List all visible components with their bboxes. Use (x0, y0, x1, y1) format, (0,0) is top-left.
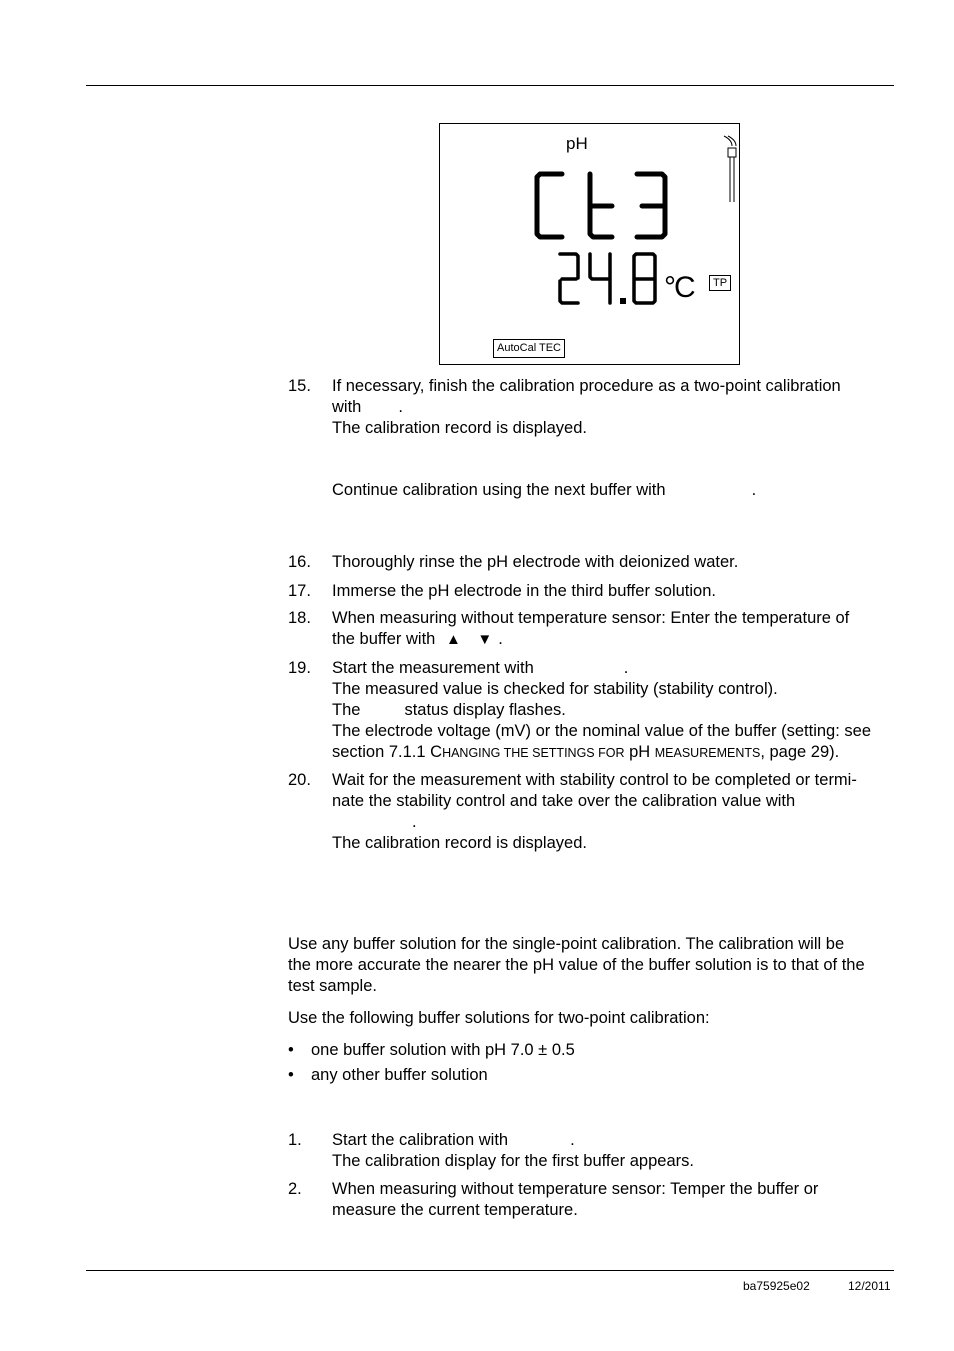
step-text (332, 1130, 898, 1172)
header-rule (86, 85, 894, 86)
up-arrow-icon: ▲ (445, 631, 461, 648)
ph-mode-label: pH (566, 134, 588, 153)
electrode-icon (724, 136, 736, 202)
step-line: The calibration record is displayed. (332, 419, 587, 437)
step-number: 19. (288, 659, 311, 677)
paragraph-line: Use any buffer solution for the single-point calibration. The calibration will be (288, 935, 845, 953)
step-text (332, 1179, 898, 1221)
step-line: Start the calibration with . (332, 1131, 575, 1149)
footer-doc-id: ba75925e02 (743, 1279, 810, 1293)
step-line: Wait for the measurement with stability control to be completed or termi- (332, 771, 857, 789)
segment-digit-8 (634, 254, 655, 303)
step-line: The calibration record is displayed. (332, 834, 587, 852)
continue-note: Continue calibration using the next buffer with . (332, 481, 757, 499)
step-number: 17. (288, 582, 311, 600)
step-number: 15. (288, 377, 311, 395)
down-arrow-icon: ▼ (477, 631, 493, 648)
step-text (332, 658, 898, 764)
step-line: . (412, 813, 417, 831)
temperature-unit: °C (664, 271, 694, 304)
step-16 (288, 552, 898, 573)
tp-badge: TP (709, 275, 731, 291)
decimal-point (620, 298, 626, 304)
step-number: 16. (288, 553, 311, 571)
step-text: Immerse the pH electrode in the third buffer solution. (332, 582, 716, 600)
step-text: Thoroughly rinse the pH electrode with deionized water. (332, 553, 739, 571)
step-line: When measuring without temperature sensor: Temper the buffer or (332, 1180, 819, 1198)
segment-digit-3 (637, 174, 665, 237)
bullet-text: any other buffer solution (311, 1066, 488, 1084)
paragraph-line: the more accurate the nearer the pH value of the buffer solution is to that of the (288, 956, 865, 974)
step-text (332, 608, 898, 650)
step-line: the buffer with ▲ ▼ . (332, 630, 503, 648)
step-number: 2. (288, 1180, 302, 1198)
step-18 (288, 608, 898, 650)
step-number: 1. (288, 1131, 302, 1149)
step-text (332, 376, 898, 439)
step-line: The measured value is checked for stability (stability control). (332, 680, 778, 698)
buffer-info-paragraph (288, 934, 894, 997)
lcd-segments (440, 124, 741, 366)
step-line: nate the stability control and take over the calibration value with (332, 792, 796, 810)
bullet-text: one buffer solution with pH 7.0 ± 0.5 (311, 1041, 575, 1059)
segment-digit-4 (590, 254, 610, 303)
step-2 (288, 1179, 898, 1221)
autocal-badge: AutoCal TEC (493, 339, 565, 358)
step-line: The electrode voltage (mV) or the nominal value of the buffer (setting: see (332, 722, 871, 740)
segment-digit-C (537, 174, 562, 237)
step-1 (288, 1130, 898, 1172)
step-number: 18. (288, 609, 311, 627)
step-line: section 7.1.1 CHANGING THE SETTINGS FOR pH MEASUREMENTS, page 29). (332, 743, 840, 761)
step-number: 20. (288, 771, 311, 789)
paragraph-line: test sample. (288, 977, 377, 995)
step-line: The calibration display for the first buffer appears. (332, 1152, 694, 1170)
step-15 (288, 376, 898, 446)
step-17 (288, 581, 898, 602)
segment-digit-2 (560, 254, 578, 303)
step-line: When measuring without temperature sensor: Enter the temperature of (332, 609, 850, 627)
step-text (332, 770, 898, 854)
footer-date: 12/2011 (848, 1279, 891, 1293)
bullet-icon: • (288, 1066, 294, 1084)
footer-rule (86, 1270, 894, 1271)
step-line: Start the measurement with . (332, 659, 629, 677)
bullet-icon: • (288, 1041, 294, 1059)
step-line: If necessary, finish the calibration procedure as a two-point calibration (332, 377, 841, 395)
segment-digit-t (590, 174, 612, 237)
step-line: measure the current temperature. (332, 1201, 578, 1219)
step-line: The status display flashes. (332, 701, 566, 719)
meter-display-illustration (439, 123, 740, 365)
step-19 (288, 658, 898, 763)
step-line: with . (332, 398, 403, 416)
step-20 (288, 770, 898, 854)
two-point-intro: Use the following buffer solutions for two-point calibration: (288, 1009, 710, 1027)
